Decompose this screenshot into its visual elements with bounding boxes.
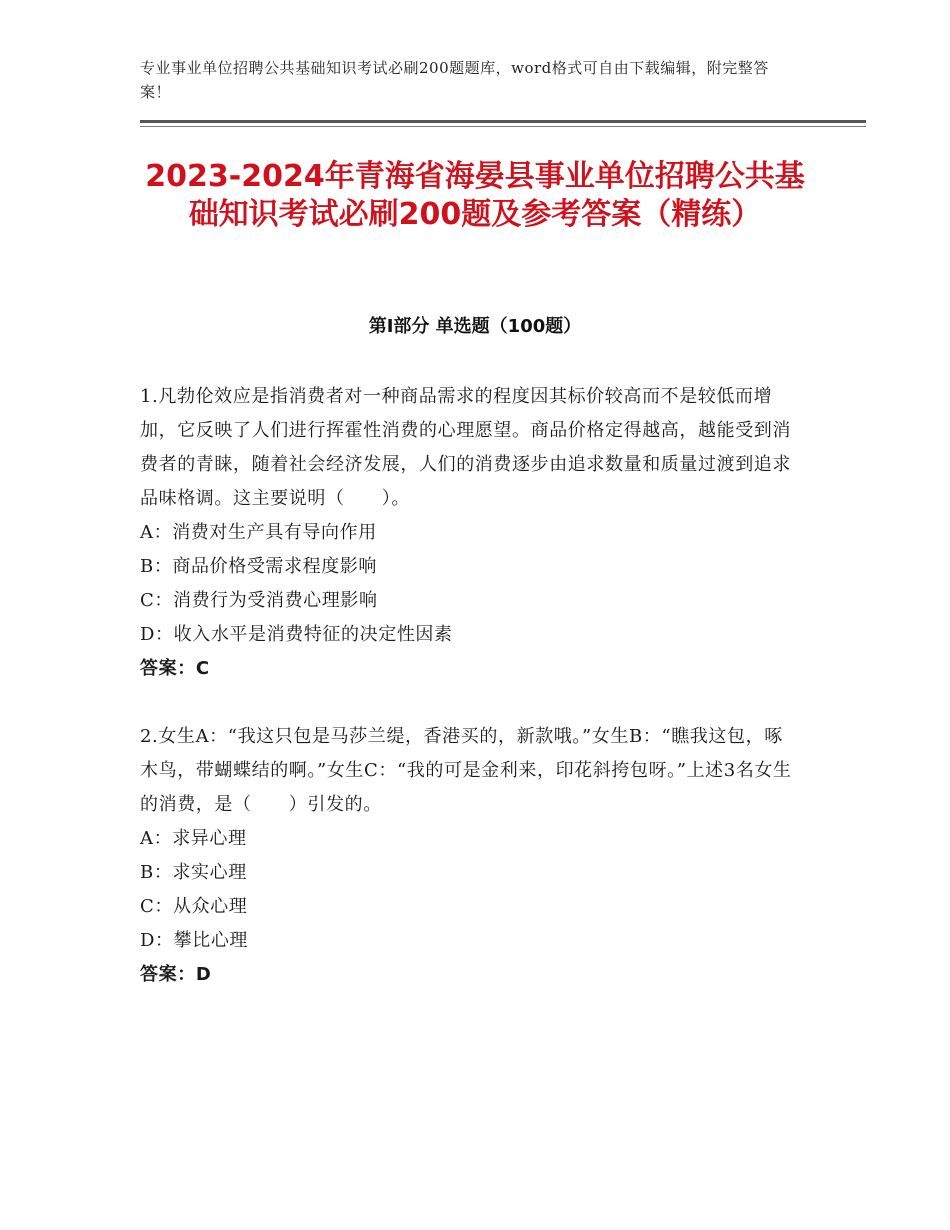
answer-line (140, 958, 800, 992)
question-2 (140, 720, 800, 992)
answer-value: D (195, 964, 212, 985)
header-rule-thick (140, 120, 866, 123)
option-a: A：求异心理 (140, 828, 247, 849)
option-c: C：消费行为受消费心理影响 (140, 590, 378, 611)
option-a: A：消费对生产具有导向作用 (140, 522, 377, 543)
header-rule-thin (140, 126, 866, 127)
option-d: D：攀比心理 (140, 930, 249, 951)
answer-label: 答案： (140, 964, 196, 985)
option-d: D：收入水平是消费特征的决定性因素 (140, 624, 453, 645)
answer-value: C (195, 658, 210, 679)
document-title: 2023-2024年青海省海晏县事业单位招聘公共基础知识考试必刷200题及参考答案（精练） (145, 159, 805, 232)
question-stem: 2.女生A：“我这只包是马莎兰缇，香港买的，新款哦。”女生B：“瞧我这包，啄木鸟，带蝴蝶结的啊。”女生C：“我的可是金利来，印花斜挎包呀。”上述3名女生的消费，是（ ）引发的。 (140, 726, 792, 815)
option-b: B：商品价格受需求程度影响 (140, 556, 378, 577)
answer-line (140, 652, 800, 686)
question-1 (140, 380, 800, 686)
option-c: C：从众心理 (140, 896, 248, 917)
header-note: 专业事业单位招聘公共基础知识考试必刷200题题库，word格式可自由下载编辑，附完整答案！ (140, 59, 769, 101)
question-stem: 1.凡勃伦效应是指消费者对一种商品需求的程度因其标价较高而不是较低而增加，它反映了人们进行挥霍性消费的心理愿望。商品价格定得越高，越能受到消费者的青睐，随着社会经济发展，人们的消费逐步由追求数量和质量过渡到追求品味格调。这主要说明（ ）。 (140, 386, 791, 509)
section-title: 第Ⅰ部分 单选题（100题） (368, 316, 582, 337)
option-b: B：求实心理 (140, 862, 247, 883)
answer-label: 答案： (140, 658, 196, 679)
